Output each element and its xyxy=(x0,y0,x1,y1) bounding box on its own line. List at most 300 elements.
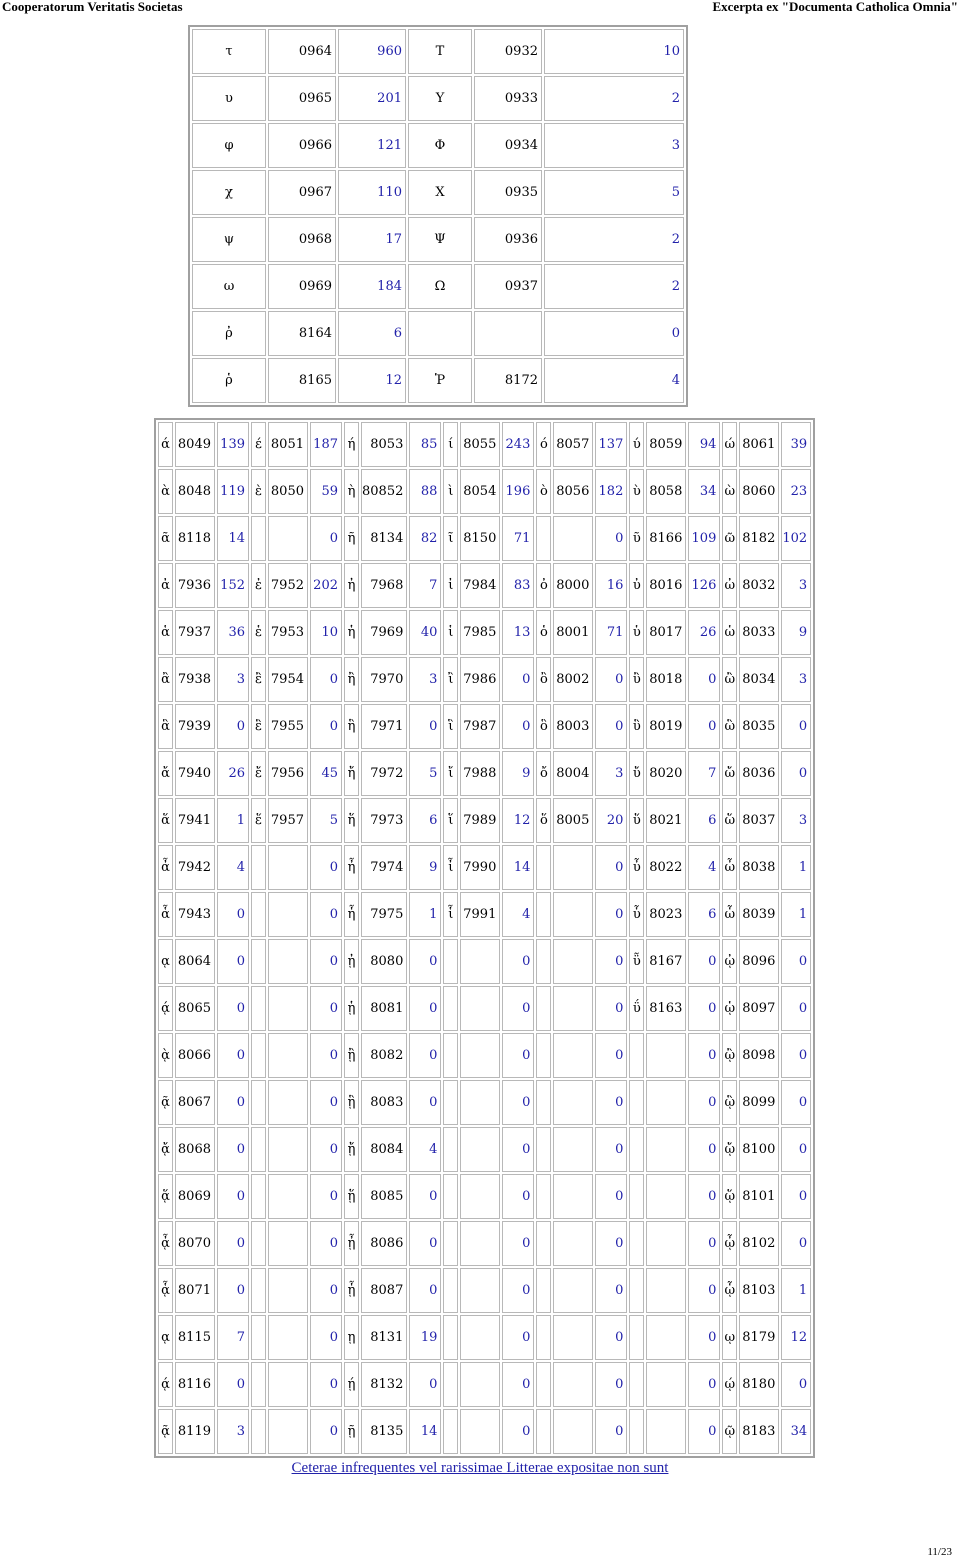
letter-cell xyxy=(251,1221,266,1266)
letter-cell: ᾠ xyxy=(722,939,737,984)
count-cell: 0 xyxy=(688,1315,720,1360)
code-cell: 7952 xyxy=(268,563,308,608)
count-cell: 16 xyxy=(595,563,627,608)
letter-cell xyxy=(536,1315,551,1360)
code-cell: 7953 xyxy=(268,610,308,655)
letter-cell: ᾇ xyxy=(158,1268,173,1313)
letter-cell: ᾲ xyxy=(158,1033,173,1078)
letter-cell: ἑ xyxy=(251,610,266,655)
count-cell: 0 xyxy=(595,986,627,1031)
count-cell: 82 xyxy=(409,516,441,561)
code-cell: 0937 xyxy=(474,264,542,309)
count-cell: 4 xyxy=(544,358,684,403)
count-cell: 0 xyxy=(310,1033,342,1078)
letter-cell: ᾴ xyxy=(158,986,173,1031)
count-cell: 0 xyxy=(595,1080,627,1125)
code-cell: 8066 xyxy=(175,1033,215,1078)
count-cell: 0 xyxy=(544,311,684,356)
count-cell: 6 xyxy=(688,798,720,843)
letter-cell: ἐ xyxy=(251,563,266,608)
letter-cell xyxy=(251,1268,266,1313)
count-cell: 71 xyxy=(502,516,534,561)
letter-cell: ἅ xyxy=(158,798,173,843)
count-cell: 0 xyxy=(217,1127,249,1172)
code-cell: 8058 xyxy=(646,469,686,514)
count-cell: 0 xyxy=(310,1268,342,1313)
letter-cell: ἄ xyxy=(158,751,173,796)
count-cell: 0 xyxy=(310,1080,342,1125)
letter-cell: ᾗ xyxy=(344,1268,359,1313)
count-cell: 1 xyxy=(781,845,811,890)
letter-cell: ὦ xyxy=(722,845,737,890)
code-cell xyxy=(553,986,593,1031)
count-cell: 19 xyxy=(409,1315,441,1360)
code-cell: 7970 xyxy=(361,657,407,702)
code-cell xyxy=(646,1268,686,1313)
table-row xyxy=(158,1127,811,1172)
code-cell xyxy=(553,1268,593,1313)
count-cell: 0 xyxy=(688,1362,720,1407)
code-cell: 8067 xyxy=(175,1080,215,1125)
code-cell: 8037 xyxy=(739,798,779,843)
code-cell: 8060 xyxy=(739,469,779,514)
table-row xyxy=(158,798,811,843)
count-cell: 182 xyxy=(595,469,627,514)
code-cell: 7987 xyxy=(460,704,500,749)
count-cell: 243 xyxy=(502,422,534,467)
code-cell: 8005 xyxy=(553,798,593,843)
count-cell: 4 xyxy=(688,845,720,890)
code-cell xyxy=(646,1127,686,1172)
count-cell: 0 xyxy=(409,1174,441,1219)
count-cell: 0 xyxy=(217,1033,249,1078)
count-cell: 36 xyxy=(217,610,249,655)
table-row xyxy=(158,563,811,608)
letter-cell: ἥ xyxy=(344,798,359,843)
code-cell: 8099 xyxy=(739,1080,779,1125)
count-cell: 0 xyxy=(310,657,342,702)
table-row xyxy=(158,986,811,1031)
count-cell: 4 xyxy=(409,1127,441,1172)
letter-cell xyxy=(536,1221,551,1266)
count-cell: 0 xyxy=(502,1315,534,1360)
code-cell: 8055 xyxy=(460,422,500,467)
letter-cell: ᾆ xyxy=(158,1221,173,1266)
letter-cell: ὶ xyxy=(443,469,458,514)
count-cell: 0 xyxy=(310,1409,342,1454)
count-cell: 0 xyxy=(688,657,720,702)
letter-cell xyxy=(251,1409,266,1454)
code-cell xyxy=(553,1127,593,1172)
count-cell: 0 xyxy=(688,1221,720,1266)
count-cell: 196 xyxy=(502,469,534,514)
letter-cell: ὁ xyxy=(536,610,551,655)
letter-cell: ό xyxy=(536,422,551,467)
count-cell: 13 xyxy=(502,610,534,655)
count-cell: 0 xyxy=(502,704,534,749)
table-row xyxy=(158,1268,811,1313)
letter-cell: ᾴ xyxy=(158,1362,173,1407)
count-cell: 88 xyxy=(409,469,441,514)
count-cell: 126 xyxy=(688,563,720,608)
count-cell: 187 xyxy=(310,422,342,467)
letter-cell: ὲ xyxy=(251,469,266,514)
letter-cell: ὔ xyxy=(629,751,644,796)
code-cell: 7937 xyxy=(175,610,215,655)
count-cell: 26 xyxy=(688,610,720,655)
code-cell: 8020 xyxy=(646,751,686,796)
count-cell: 0 xyxy=(595,892,627,937)
code-cell: 7986 xyxy=(460,657,500,702)
letter-cell: ὀ xyxy=(536,563,551,608)
code-cell: 0932 xyxy=(474,29,542,74)
code-cell: 8021 xyxy=(646,798,686,843)
count-cell: 0 xyxy=(781,704,811,749)
count-cell: 0 xyxy=(217,1080,249,1125)
letter-cell: χ xyxy=(192,170,266,215)
code-cell: 7936 xyxy=(175,563,215,608)
code-cell: 8050 xyxy=(268,469,308,514)
letter-cell: ὠ xyxy=(722,563,737,608)
letter-cell: ᾤ xyxy=(722,1127,737,1172)
letter-cell: ἇ xyxy=(158,892,173,937)
count-cell: 0 xyxy=(688,986,720,1031)
table-row xyxy=(192,29,684,74)
table-row xyxy=(158,1409,811,1454)
letter-cell: ἰ xyxy=(443,563,458,608)
count-cell: 17 xyxy=(338,217,406,262)
count-cell: 0 xyxy=(595,939,627,984)
code-cell: 8019 xyxy=(646,704,686,749)
count-cell: 0 xyxy=(781,939,811,984)
count-cell: 0 xyxy=(781,1080,811,1125)
count-cell: 9 xyxy=(502,751,534,796)
code-cell: 7968 xyxy=(361,563,407,608)
count-cell: 0 xyxy=(595,657,627,702)
count-cell: 0 xyxy=(217,1221,249,1266)
table-row xyxy=(158,845,811,890)
code-cell xyxy=(646,1033,686,1078)
code-cell: 8022 xyxy=(646,845,686,890)
letter-cell xyxy=(536,1127,551,1172)
code-cell: 8000 xyxy=(553,563,593,608)
code-cell: 8068 xyxy=(175,1127,215,1172)
code-cell: 8056 xyxy=(553,469,593,514)
letter-cell: υ xyxy=(192,76,266,121)
code-cell: 7990 xyxy=(460,845,500,890)
code-cell: 7974 xyxy=(361,845,407,890)
letter-cell: ῄ xyxy=(344,1362,359,1407)
code-cell: 8049 xyxy=(175,422,215,467)
letter-cell: ὖ xyxy=(629,845,644,890)
letter-cell: ἱ xyxy=(443,610,458,655)
count-cell: 0 xyxy=(595,1127,627,1172)
letter-cell: ᾖ xyxy=(344,1221,359,1266)
letter-cell xyxy=(251,1362,266,1407)
count-cell: 7 xyxy=(409,563,441,608)
code-cell xyxy=(268,1268,308,1313)
table-row xyxy=(192,76,684,121)
code-cell: 8065 xyxy=(175,986,215,1031)
code-cell: 8085 xyxy=(361,1174,407,1219)
letter-cell xyxy=(629,1221,644,1266)
code-cell: 8038 xyxy=(739,845,779,890)
letter-cell xyxy=(251,986,266,1031)
letter-cell xyxy=(536,1174,551,1219)
letter-cell: ᾧ xyxy=(722,1268,737,1313)
count-cell: 0 xyxy=(217,704,249,749)
table-row xyxy=(192,123,684,168)
code-cell: 8054 xyxy=(460,469,500,514)
letter-cell: ἀ xyxy=(158,563,173,608)
letter-cell xyxy=(536,1362,551,1407)
code-cell: 8084 xyxy=(361,1127,407,1172)
code-cell: 7957 xyxy=(268,798,308,843)
code-cell: 7956 xyxy=(268,751,308,796)
count-cell: 94 xyxy=(688,422,720,467)
count-cell: 0 xyxy=(781,1362,811,1407)
table-row xyxy=(158,469,811,514)
letter-cell: ῧ xyxy=(629,939,644,984)
code-cell: 8116 xyxy=(175,1362,215,1407)
code-cell: 8053 xyxy=(361,422,407,467)
code-cell xyxy=(268,1315,308,1360)
code-cell xyxy=(268,1409,308,1454)
code-cell: 8164 xyxy=(268,311,336,356)
count-cell: 0 xyxy=(310,892,342,937)
code-cell: 7941 xyxy=(175,798,215,843)
count-cell: 0 xyxy=(688,1080,720,1125)
code-cell: 0964 xyxy=(268,29,336,74)
count-cell: 23 xyxy=(781,469,811,514)
letter-cell: ῤ xyxy=(192,311,266,356)
table-row xyxy=(158,1080,811,1125)
count-cell: 1 xyxy=(409,892,441,937)
count-cell: 12 xyxy=(338,358,406,403)
count-cell: 0 xyxy=(217,1268,249,1313)
letter-cell: ὅ xyxy=(536,798,551,843)
code-cell: 8096 xyxy=(739,939,779,984)
count-cell: 0 xyxy=(409,704,441,749)
code-cell: 7985 xyxy=(460,610,500,655)
code-cell: 7984 xyxy=(460,563,500,608)
letter-cell: ώ xyxy=(722,422,737,467)
letter-cell: ὰ xyxy=(158,469,173,514)
count-cell: 10 xyxy=(544,29,684,74)
count-cell: 0 xyxy=(217,892,249,937)
letter-cell: ᾒ xyxy=(344,1033,359,1078)
header-left-title: Cooperatorum Veritatis Societas xyxy=(2,0,183,14)
code-cell: 8165 xyxy=(268,358,336,403)
table-row xyxy=(158,939,811,984)
count-cell: 0 xyxy=(595,1033,627,1078)
code-cell: 8150 xyxy=(460,516,500,561)
count-cell: 6 xyxy=(338,311,406,356)
code-cell: 8131 xyxy=(361,1315,407,1360)
letter-cell: ᾳ xyxy=(158,939,173,984)
code-cell: 8179 xyxy=(739,1315,779,1360)
count-cell: 0 xyxy=(310,1221,342,1266)
table-row xyxy=(158,516,811,561)
table-row xyxy=(158,657,811,702)
letter-cell: ὤ xyxy=(722,751,737,796)
letter-cell xyxy=(629,1362,644,1407)
count-cell: 109 xyxy=(688,516,720,561)
code-cell: 8018 xyxy=(646,657,686,702)
count-cell: 14 xyxy=(409,1409,441,1454)
letter-cell xyxy=(251,1315,266,1360)
table-row xyxy=(158,751,811,796)
count-cell: 3 xyxy=(217,1409,249,1454)
code-cell: 8132 xyxy=(361,1362,407,1407)
letter-cell: ῦ xyxy=(629,516,644,561)
count-cell: 14 xyxy=(217,516,249,561)
count-cell: 5 xyxy=(310,798,342,843)
code-cell: 8098 xyxy=(739,1033,779,1078)
letter-cell: ά xyxy=(158,422,173,467)
letter-cell: ἲ xyxy=(443,657,458,702)
count-cell: 0 xyxy=(409,1268,441,1313)
letter-cell: ῶ xyxy=(722,516,737,561)
code-cell: 0936 xyxy=(474,217,542,262)
count-cell: 0 xyxy=(502,1033,534,1078)
count-cell: 0 xyxy=(502,1127,534,1172)
letter-cell: ᾥ xyxy=(722,1174,737,1219)
count-cell: 0 xyxy=(217,1362,249,1407)
letter-cell: ῷ xyxy=(722,1409,737,1454)
code-cell: 0966 xyxy=(268,123,336,168)
letter-cell: ἶ xyxy=(443,845,458,890)
code-cell xyxy=(553,516,593,561)
code-cell: 8057 xyxy=(553,422,593,467)
code-cell: 0934 xyxy=(474,123,542,168)
code-cell: 8070 xyxy=(175,1221,215,1266)
count-cell: 202 xyxy=(310,563,342,608)
code-cell: 8003 xyxy=(553,704,593,749)
count-cell: 201 xyxy=(338,76,406,121)
code-cell: 8182 xyxy=(739,516,779,561)
letter-cell: ᾕ xyxy=(344,1174,359,1219)
letter-cell: έ xyxy=(251,422,266,467)
count-cell: 1 xyxy=(217,798,249,843)
count-cell: 0 xyxy=(217,1174,249,1219)
letter-cell: ἔ xyxy=(251,751,266,796)
count-cell: 0 xyxy=(595,845,627,890)
letter-cell: ὑ xyxy=(629,610,644,655)
code-cell: 8071 xyxy=(175,1268,215,1313)
count-cell: 0 xyxy=(409,1033,441,1078)
code-cell: 8051 xyxy=(268,422,308,467)
letter-cell xyxy=(251,1127,266,1172)
code-cell: 8183 xyxy=(739,1409,779,1454)
letter-cell: ὡ xyxy=(722,610,737,655)
code-cell: 7988 xyxy=(460,751,500,796)
bottom-letter-table xyxy=(154,418,815,1458)
code-cell xyxy=(460,1268,500,1313)
count-cell: 0 xyxy=(502,1221,534,1266)
table-row xyxy=(158,610,811,655)
count-cell: 0 xyxy=(502,1409,534,1454)
letter-cell: ὧ xyxy=(722,892,737,937)
count-cell: 0 xyxy=(310,845,342,890)
code-cell xyxy=(553,1033,593,1078)
count-cell: 0 xyxy=(595,704,627,749)
count-cell: 4 xyxy=(217,845,249,890)
code-cell xyxy=(553,1221,593,1266)
code-cell: 8101 xyxy=(739,1174,779,1219)
letter-cell: ᾅ xyxy=(158,1174,173,1219)
code-cell: 8100 xyxy=(739,1127,779,1172)
table-row xyxy=(192,170,684,215)
code-cell xyxy=(553,1174,593,1219)
code-cell: 8119 xyxy=(175,1409,215,1454)
table-row xyxy=(192,311,684,356)
letter-cell: ῳ xyxy=(722,1315,737,1360)
table-row xyxy=(192,217,684,262)
code-cell xyxy=(460,1221,500,1266)
code-cell: 8001 xyxy=(553,610,593,655)
code-cell: 7969 xyxy=(361,610,407,655)
code-cell xyxy=(268,1362,308,1407)
letter-cell: Ῥ xyxy=(408,358,472,403)
count-cell: 119 xyxy=(217,469,249,514)
count-cell: 9 xyxy=(781,610,811,655)
code-cell: 8087 xyxy=(361,1268,407,1313)
letter-cell xyxy=(629,1127,644,1172)
letter-cell xyxy=(443,1033,458,1078)
count-cell: 2 xyxy=(544,76,684,121)
count-cell: 0 xyxy=(781,986,811,1031)
count-cell: 0 xyxy=(310,1362,342,1407)
code-cell: 7939 xyxy=(175,704,215,749)
count-cell: 0 xyxy=(217,939,249,984)
letter-cell: ὓ xyxy=(629,704,644,749)
letter-cell xyxy=(629,1033,644,1078)
count-cell: 2 xyxy=(544,217,684,262)
letter-cell: Χ xyxy=(408,170,472,215)
code-cell: 7942 xyxy=(175,845,215,890)
count-cell: 0 xyxy=(781,1033,811,1078)
letter-cell: ὸ xyxy=(536,469,551,514)
code-cell: 0935 xyxy=(474,170,542,215)
table-row xyxy=(158,1315,811,1360)
letter-cell: ὥ xyxy=(722,798,737,843)
table-row xyxy=(158,704,811,749)
page-number: 11/23 xyxy=(927,1546,952,1558)
code-cell xyxy=(474,311,542,356)
letter-cell: ῃ xyxy=(344,1315,359,1360)
count-cell: 960 xyxy=(338,29,406,74)
count-cell: 0 xyxy=(310,1315,342,1360)
count-cell: 3 xyxy=(781,798,811,843)
letter-cell xyxy=(251,892,266,937)
code-cell: 8069 xyxy=(175,1174,215,1219)
count-cell: 0 xyxy=(688,1127,720,1172)
count-cell: 0 xyxy=(310,1127,342,1172)
letter-cell: ή xyxy=(344,422,359,467)
count-cell: 0 xyxy=(409,1080,441,1125)
count-cell: 0 xyxy=(502,939,534,984)
code-cell: 8172 xyxy=(474,358,542,403)
letter-cell: ὃ xyxy=(536,704,551,749)
code-cell: 80852 xyxy=(361,469,407,514)
code-cell xyxy=(646,1221,686,1266)
code-cell xyxy=(268,1174,308,1219)
count-cell: 0 xyxy=(595,1362,627,1407)
count-cell: 0 xyxy=(502,1080,534,1125)
letter-cell: ὴ xyxy=(344,469,359,514)
count-cell: 14 xyxy=(502,845,534,890)
